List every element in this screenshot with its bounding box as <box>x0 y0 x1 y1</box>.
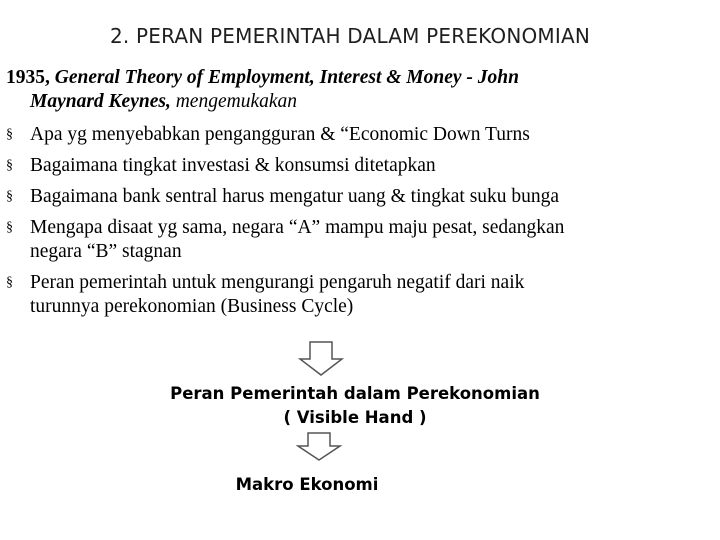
down-arrow-icon <box>298 341 344 377</box>
bullet-marker-icon: § <box>6 189 13 204</box>
intro-year: 1935, <box>6 67 50 88</box>
bullet-item <box>6 123 716 147</box>
bullet-text: Peran pemerintah untuk mengurangi pengaruh negatif dari naik <box>30 272 525 293</box>
bullet-text: Bagaimana bank sentral harus mengatur uang & tingkat suku bunga <box>30 186 560 207</box>
intro-book-title-line1: General Theory of Employment, Interest & Money - John <box>54 67 519 88</box>
intro-paragraph <box>6 66 706 114</box>
conclusion-subheading: ( Visible Hand ) <box>283 408 427 427</box>
bullet-item <box>6 185 716 209</box>
slide-title: 2. PERAN PEMERINTAH DALAM PEREKONOMIAN <box>110 24 591 48</box>
conclusion-block <box>130 382 580 430</box>
bullet-text-continued: negara “B” stagnan <box>30 241 182 262</box>
bullet-item <box>6 271 716 319</box>
bullet-marker-icon: § <box>6 275 13 290</box>
down-arrow-icon <box>296 432 342 462</box>
bullet-marker-icon: § <box>6 127 13 142</box>
bullet-text: Mengapa disaat yg sama, negara “A” mampu maju pesat, sedangkan <box>30 217 565 238</box>
bullet-list <box>6 123 716 326</box>
bullet-text: Bagaimana tingkat investasi & konsumsi ditetapkan <box>30 155 436 176</box>
conclusion-heading: Peran Pemerintah dalam Perekonomian <box>170 384 540 403</box>
bullet-text-continued: turunnya perekonomian (Business Cycle) <box>30 296 354 317</box>
intro-book-title-line2: Maynard Keynes, <box>30 91 171 112</box>
bullet-marker-icon: § <box>6 220 13 235</box>
bullet-marker-icon: § <box>6 158 13 173</box>
intro-verb: mengemukakan <box>175 91 298 112</box>
bullet-text: Apa yg menyebabkan pengangguran & “Economic Down Turns <box>30 124 530 145</box>
bullet-item <box>6 154 716 178</box>
bullet-item <box>6 216 716 264</box>
macro-economics-label: Makro Ekonomi <box>235 475 379 494</box>
